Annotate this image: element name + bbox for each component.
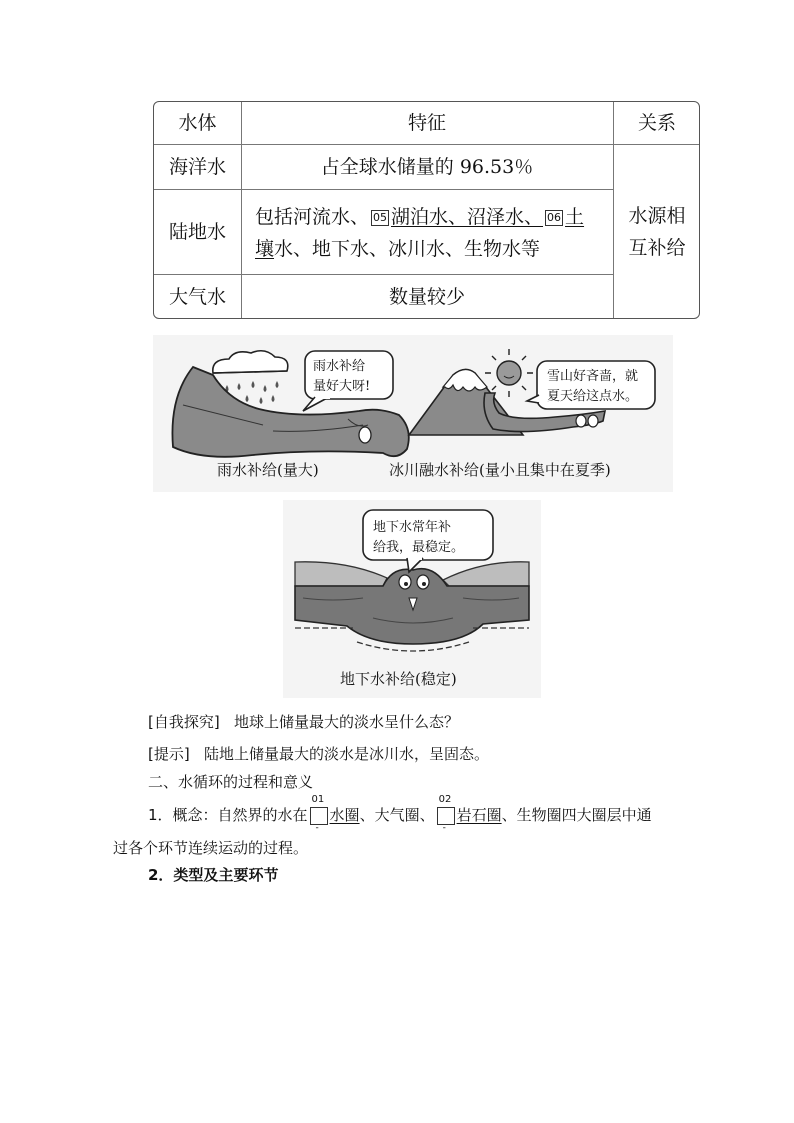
types-heading: 2．类型及主要环节 bbox=[148, 866, 279, 884]
rain-caption: 雨水补给(量大) bbox=[217, 461, 319, 479]
row-atmosphere-feature: 数量较少 bbox=[388, 286, 465, 308]
answer-lake-water: 湖泊水、沼泽水、 bbox=[391, 206, 544, 228]
glacier-caption: 冰川融水补给(量小且集中在夏季) bbox=[389, 461, 611, 479]
hint-answer: 陆地上储量最大的淡水是冰川水，呈固态。 bbox=[204, 745, 490, 763]
concept-line-2: 过各个环节连续运动的过程。 bbox=[113, 839, 309, 857]
stream-eye-icon bbox=[588, 415, 598, 427]
water-body-table bbox=[153, 101, 700, 319]
row-land-feature bbox=[255, 197, 607, 269]
self-explore-question: 地球上储量最大的淡水呈什么态？ bbox=[234, 713, 460, 731]
hint-line bbox=[148, 743, 489, 764]
ground-bubble-line1: 地下水常年补 bbox=[373, 520, 452, 535]
row-atmosphere-name: 大气水 bbox=[168, 286, 226, 308]
tag-number: 02 bbox=[438, 793, 452, 805]
relation-line: 互补给 bbox=[628, 237, 686, 259]
face-eye-icon bbox=[417, 575, 429, 589]
sun-icon bbox=[485, 349, 533, 397]
section-heading: 二、水循环的过程和意义 bbox=[148, 773, 314, 791]
header-relation: 关系 bbox=[637, 112, 676, 134]
relation-line: 水源相 bbox=[628, 205, 686, 227]
snow-cap bbox=[443, 369, 487, 391]
row-ocean-feature: 占全球水储量的 96.53％ bbox=[320, 155, 534, 178]
tag-number: 01 bbox=[311, 793, 325, 805]
face-eye-icon bbox=[399, 575, 411, 589]
answer-number-tag: 05 bbox=[373, 211, 388, 224]
concept-text: 、大气圈、 bbox=[359, 806, 435, 824]
answer-number-tag: 06 bbox=[547, 211, 562, 224]
concept-line bbox=[148, 793, 652, 833]
header-water-body: 水体 bbox=[178, 112, 217, 134]
relation-cell bbox=[613, 144, 700, 319]
answer-number-tag: 01 - bbox=[310, 807, 328, 825]
answer-lithosphere: 岩石圈 bbox=[456, 806, 502, 824]
answer-soil-water: 土 bbox=[565, 206, 585, 228]
self-explore-line bbox=[148, 711, 459, 732]
answer-number-tag: 02 - bbox=[437, 807, 455, 825]
ground-bubble-line2: 给我，最稳定。 bbox=[373, 540, 465, 555]
cloud-icon bbox=[213, 351, 288, 373]
recharge-illustration-top bbox=[153, 335, 673, 492]
feature-text: 水、地下水、冰川水、生物水等 bbox=[274, 238, 541, 260]
concept-text: 1．概念：自然界的水在 bbox=[148, 806, 308, 824]
row-land-feature-line2 bbox=[255, 233, 540, 265]
self-explore-tag: [自我探究] bbox=[148, 713, 220, 731]
answer-hydrosphere: 水圈 bbox=[329, 806, 360, 824]
rain-bubble-line1: 雨水补给 bbox=[313, 359, 366, 374]
header-feature: 特征 bbox=[407, 112, 446, 134]
concept-text: 、生物圈四大圈层中通 bbox=[501, 806, 652, 824]
feature-text: 包括河流水、 bbox=[255, 206, 370, 228]
rain-bubble-line2: 量好大呀! bbox=[313, 379, 371, 394]
ground-caption: 地下水补给(稳定) bbox=[340, 670, 457, 688]
row-ocean-name: 海洋水 bbox=[168, 155, 226, 178]
stream-eye-icon bbox=[576, 415, 586, 427]
hint-tag: [提示] bbox=[148, 745, 190, 763]
glacier-bubble-line2: 夏天给这点水。 bbox=[547, 389, 639, 404]
river-eye-icon bbox=[359, 427, 371, 443]
recharge-illustration-bottom bbox=[283, 500, 541, 698]
answer-soil-water-cont: 壤 bbox=[255, 238, 275, 260]
glacier-bubble-line1: 雪山好吝啬，就 bbox=[547, 369, 639, 384]
row-land-feature-line1 bbox=[255, 201, 584, 233]
row-land-name: 陆地水 bbox=[168, 220, 226, 243]
